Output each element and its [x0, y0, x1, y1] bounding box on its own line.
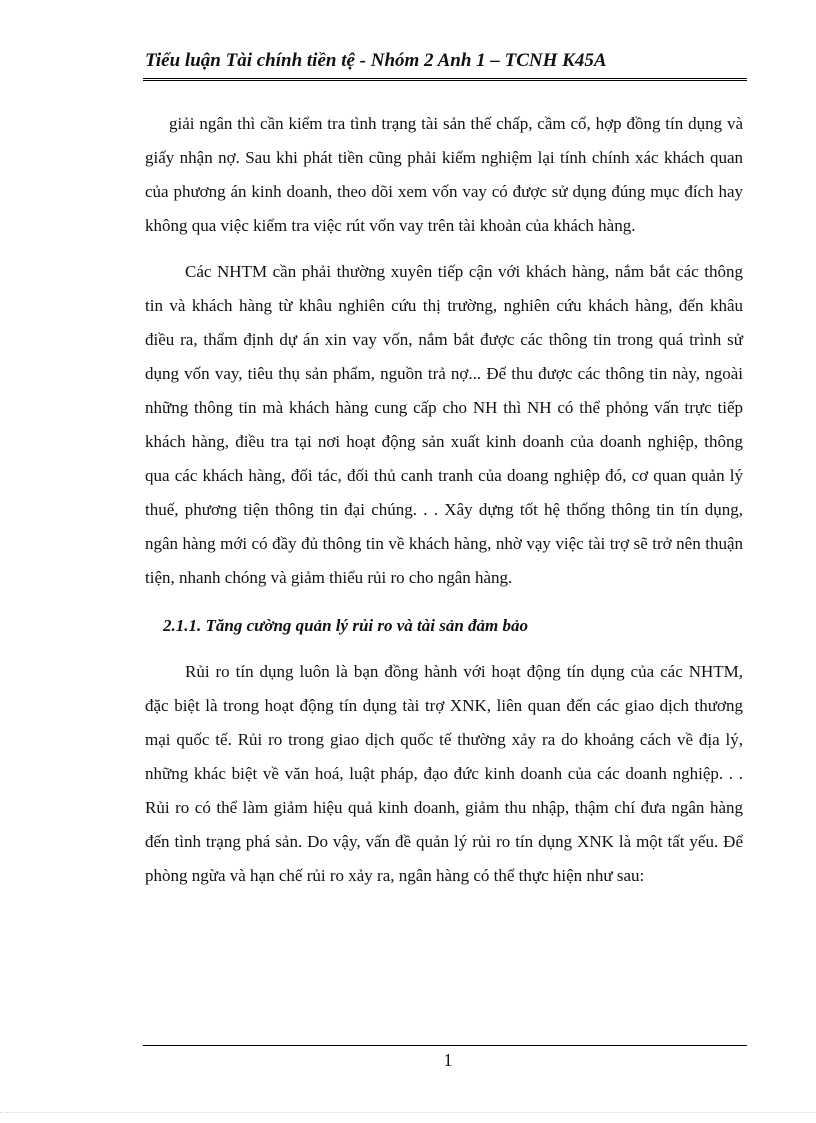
paragraph-customer-information: Các NHTM cần phải thường xuyên tiếp cận với khách hàng, nắm bắt các thông tin và khách hàng từ khâu nghiên cứu thị trường, nghiên cứu khách hàng, đến khâu điều ra, thẩm định dự án xin vay vốn, nắm bắt được các thông tin trong quá trình sử dụng vốn vay, tiêu thụ sản phẩm, nguồn trả nợ... Để thu được các thông tin này, ngoài những thông tin mà khách hàng cung cấp cho NH thì NH có thể phỏng vấn trực tiếp khách hàng, điều tra tại nơi hoạt động sản xuất kinh doanh của doanh nghiệp, thông qua các khách hàng, đối tác, đối thủ canh tranh của doang nghiệp đó, cơ quan quản lý thuế, phương tiện thông tin đại chúng. . . Xây dựng tốt hệ thống thông tin tín dụng, ngân hàng mới có đầy đủ thông tin về khách hàng, nhờ vạy việc tài trợ sẽ trở nên thuận tiện, nhanh chóng và giảm thiểu rủi ro cho ngân hàng. [145, 262, 743, 587]
paragraph-disbursement-check: giải ngân thì cần kiểm tra tình trạng tài sản thế chấp, cầm cố, hợp đồng tín dụng và giấy nhận nợ. Sau khi phát tiền cũng phải kiểm nghiệm lại tính chính xác khách quan của phương án kinh doanh, theo dõi xem vốn vay có được sử dụng đúng mục đích hay không qua việc kiểm tra việc rút vốn vay trên tài khoản của khách hàng. [145, 114, 743, 235]
document-body [145, 107, 743, 893]
running-header-title: Tiểu luận Tài chính tiền tệ - Nhóm 2 Anh 1 – TCNH K45A [145, 50, 607, 71]
page-number: 1 [443, 1050, 453, 1070]
header-divider [143, 78, 747, 81]
footer-divider [143, 1045, 747, 1046]
paragraph-credit-risk: Rủi ro tín dụng luôn là bạn đồng hành với hoạt động tín dụng của các NHTM, đặc biệt là trong hoạt động tín dụng tài trợ XNK, liên quan đến các giao dịch thương mại quốc tế. Rủi ro trong giao dịch quốc tế thường xảy ra do khoảng cách về địa lý, những khác biệt về văn hoá, luật pháp, đạo đức kinh doanh của các doanh nghiệp. . . Rủi ro có thể làm giảm hiệu quả kinh doanh, giảm thu nhập, thậm chí đưa ngân hàng đến tình trạng phá sản. Do vậy, vấn đề quản lý rủi ro tín dụng XNK là một tất yếu. Để phòng ngừa và hạn chế rủi ro xảy ra, ngân hàng có thể thực hiện như sau: [145, 662, 743, 885]
page-bottom-edge [0, 1112, 816, 1113]
section-heading: 2.1.1. Tăng cường quản lý rủi ro và tài sản đảm bảo [163, 616, 529, 635]
